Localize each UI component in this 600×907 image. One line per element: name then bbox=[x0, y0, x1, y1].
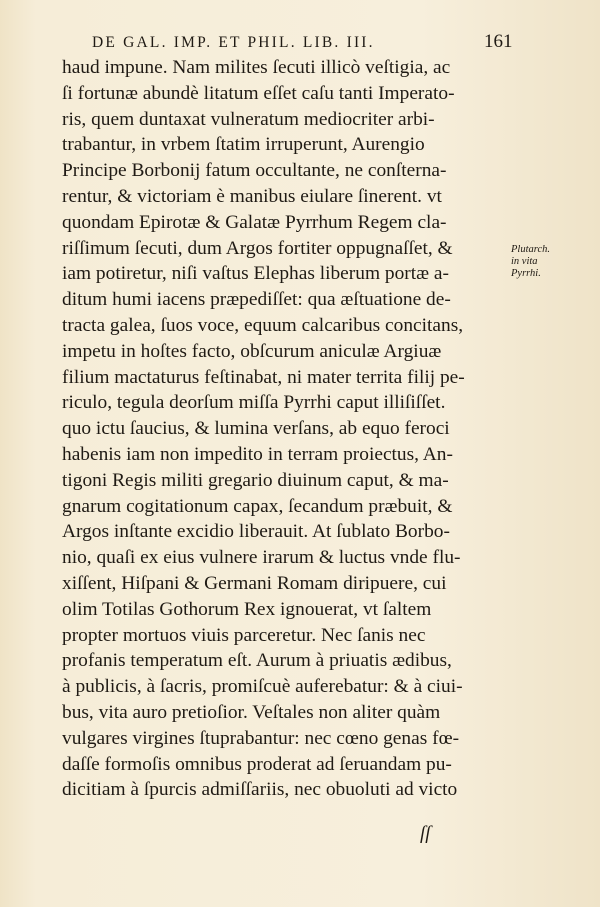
running-head: DE GAL. IMP. ET PHIL. LIB. III. bbox=[92, 34, 375, 51]
text-line: tracta galea, ſuos voce, equum calcaribus concitans, bbox=[62, 314, 464, 336]
text-line: trabantur, in vrbem ſtatim irruperunt, Aurengio bbox=[62, 134, 425, 156]
page-number: 161 bbox=[484, 31, 513, 52]
text-line: dicitiam à ſpurcis admiſſariis, nec obuoluti ad victo bbox=[62, 779, 458, 801]
text-line: ditum humi iacens præpediſſet: qua æſtuatione de- bbox=[62, 289, 451, 311]
text-line: propter mortuos viuis parceretur. Nec ſanis nec bbox=[62, 624, 426, 646]
text-line: daſſe formoſis omnibus proderat ad ſeruandam pu- bbox=[62, 753, 452, 775]
text-line: xiſſent, Hiſpani & Germani Romam diripuere, cui bbox=[62, 572, 447, 594]
text-line: riſſimum ſecuti, dum Argos fortiter oppugnaſſet, & bbox=[62, 237, 453, 259]
text-line: impetu in hoſtes facto, obſcurum aniculæ Argiuæ bbox=[62, 340, 442, 362]
text-line: iam potiretur, niſi vaſtus Elephas liberum portæ a- bbox=[62, 263, 449, 285]
text-line: riculo, tegula deorſum miſſa Pyrrhi caput illiſiſſet. bbox=[62, 392, 446, 414]
text-line: Principe Borbonij fatum occultante, ne conſterna- bbox=[62, 160, 447, 182]
text-line: vulgares virgines ſtuprabantur: nec cœno genas fœ- bbox=[62, 727, 460, 749]
text-line: ſi fortunæ abundè litatum eſſet caſu tanti Imperato- bbox=[62, 82, 455, 104]
body-text bbox=[62, 55, 510, 803]
margin-note bbox=[511, 244, 591, 280]
margin-note-line: in vita bbox=[511, 256, 538, 267]
catchword: ſſ bbox=[420, 823, 431, 844]
text-line: ris, quem duntaxat vulneratum mediocriter arbi- bbox=[62, 108, 435, 130]
text-line: bus, vita auro pretioſior. Veſtales non aliter quàm bbox=[62, 701, 441, 723]
text-line: profanis temperatum eſt. Aurum à priuatis ædibus, bbox=[62, 650, 452, 672]
text-line: habenis iam non impedito in terram proiectus, An- bbox=[62, 443, 453, 465]
text-line: Argos inſtante excidio liberauit. At ſublato Borbo- bbox=[62, 521, 450, 543]
margin-note-line: Pyrrhi. bbox=[511, 268, 541, 279]
text-line: quo ictu ſaucius, & lumina verſans, ab equo feroci bbox=[62, 418, 450, 440]
margin-note-line: Plutarch. bbox=[511, 244, 550, 255]
text-line: quondam Epirotæ & Galatæ Pyrrhum Regem cla- bbox=[62, 211, 447, 233]
text-line: à publicis, à ſacris, promiſcuè auferebatur: & à ciui- bbox=[62, 676, 463, 698]
text-line: haud impune. Nam milites ſecuti illicò veſtigia, ac bbox=[62, 57, 451, 78]
text-line: rentur, & victoriam è manibus eiulare ſinerent. vt bbox=[62, 185, 442, 207]
text-line: nio, quaſi ex eius vulnere irarum & luctus vnde flu- bbox=[62, 547, 461, 569]
text-line: tigoni Regis militi gregario diuinum caput, & ma- bbox=[62, 469, 449, 491]
text-line: gnarum cogitationum capax, ſecandum præbuit, & bbox=[62, 495, 453, 517]
text-line: filium mactaturus feſtinabat, ni mater territa filij pe- bbox=[62, 366, 465, 388]
text-line: olim Totilas Gothorum Rex ignouerat, vt ſaltem bbox=[62, 598, 432, 620]
